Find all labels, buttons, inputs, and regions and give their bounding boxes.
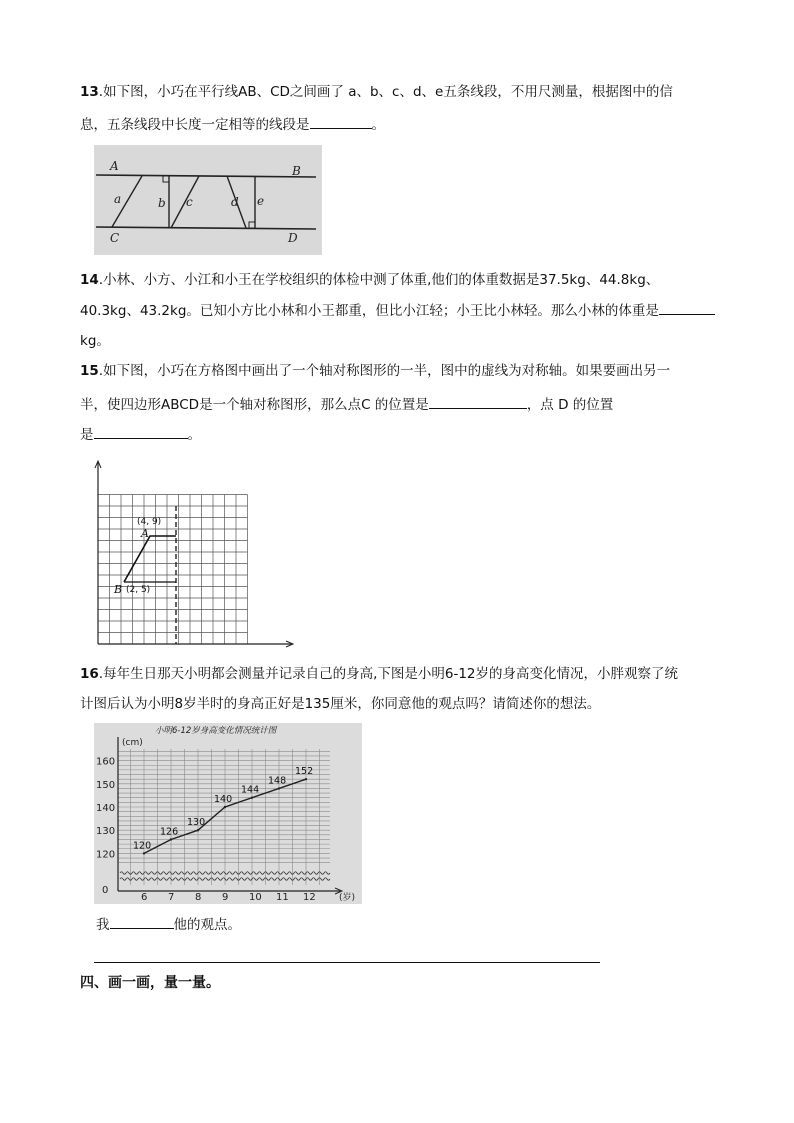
q14-number: 14 <box>80 272 99 288</box>
chart-ytick-label: 150 <box>96 779 116 791</box>
chart-point <box>170 838 172 840</box>
chart-ytick-label: 160 <box>96 756 116 768</box>
chart-xtick-label: 7 <box>168 892 175 903</box>
q16-answer-blank[interactable] <box>110 914 174 929</box>
chart-data-label: 120 <box>133 840 152 852</box>
chart-point <box>143 852 145 854</box>
chart-ytick-label: 130 <box>96 826 116 838</box>
label-A: A <box>110 159 119 173</box>
chart-ylabel: (cm) <box>122 738 143 748</box>
chart-ytick-label: 140 <box>96 803 116 814</box>
chart-data-label: 152 <box>295 766 314 778</box>
chart-point <box>197 829 199 831</box>
label-c: c <box>186 195 193 209</box>
label-a: a <box>114 192 122 206</box>
q14-answer-blank[interactable] <box>659 300 715 315</box>
q15-line1: 15.如下图，小巧在方格图中画出了一个轴对称图形的一半，图中的虚线为对称轴。如果要画出另一 <box>80 363 671 379</box>
chart-point <box>224 806 226 808</box>
label-D: D <box>288 231 298 245</box>
chart-xtick-label: 10 <box>249 892 262 903</box>
point-a-label: A <box>141 527 149 540</box>
q13-line2: 息，五条线段中长度一定相等的线段是 。 <box>80 114 385 135</box>
q14-line3: kg。 <box>80 333 110 349</box>
chart-point <box>251 797 253 799</box>
chart-point <box>305 778 307 780</box>
chart-xtick-label: 11 <box>276 892 289 903</box>
q16-number: 16 <box>80 666 99 682</box>
q15-grid-figure <box>88 458 308 650</box>
chart-point <box>278 787 280 789</box>
chart-xtick-label: 12 <box>303 892 316 903</box>
q15-line2: 半，使四边形ABCD是一个轴对称图形，那么点C 的位置是 ，点 D 的位置 <box>80 394 613 415</box>
point-b-label: B <box>114 583 123 596</box>
chart-ytick-label: 120 <box>96 849 116 861</box>
q14-line1: 14.小林、小方、小江和小王在学校组织的体检中测了体重,他们的体重数据是37.5kg、44.8kg、 <box>80 272 660 288</box>
q13-line1: 13.如下图，小巧在平行线AB、CD之间画了 a、b、c、d、e五条线段，不用尺测量，根据图中的信 <box>80 84 673 100</box>
chart-xlabel: (岁) <box>339 893 356 903</box>
chart-data-label: 140 <box>214 794 233 805</box>
point-a-coord: (4, 9) <box>137 517 162 527</box>
chart-data-label: 144 <box>241 784 260 796</box>
chart-title: 小明6-12岁身高变化情况统计图 <box>155 726 277 736</box>
q13-parallel-lines-figure <box>94 145 322 255</box>
section-4-title: 四、画一画，量一量。 <box>80 975 220 991</box>
q13-number: 13 <box>80 84 99 100</box>
label-b: b <box>158 196 166 210</box>
label-e: e <box>257 194 265 208</box>
chart-xtick-label: 6 <box>141 892 148 903</box>
label-C: C <box>110 231 120 245</box>
q16-answer-line: 我 他的观点。 <box>96 914 241 935</box>
chart-xtick-label: 8 <box>195 892 202 903</box>
q16-line1: 16.每年生日那天小明都会测量并记录自己的身高,下图是小明6-12岁的身高变化情况，小胖观察了统 <box>80 666 679 682</box>
q15-point-c-blank[interactable] <box>429 394 527 409</box>
q15-point-d-blank[interactable] <box>94 424 188 439</box>
q13-answer-blank[interactable] <box>310 114 372 129</box>
label-B: B <box>292 164 301 178</box>
chart-data-label: 130 <box>187 817 206 829</box>
label-d: d <box>231 195 239 209</box>
q16-reason-line[interactable] <box>94 962 600 963</box>
q16-line2: 计图后认为小明8岁半时的身高正好是135厘米，你同意他的观点吗？请简述你的想法。 <box>80 696 601 712</box>
chart-data-label: 148 <box>268 775 287 787</box>
q15-line3: 是 。 <box>80 424 201 445</box>
q15-number: 15 <box>80 363 99 379</box>
chart-xtick-label: 9 <box>222 892 229 903</box>
point-b-coord: (2, 5) <box>126 585 151 595</box>
q16-height-chart <box>94 723 362 904</box>
chart-origin: 0 <box>102 885 109 896</box>
q14-line2: 40.3kg、43.2kg。已知小方比小林和小王都重，但比小江轻；小王比小林轻。那么小林的体重是 <box>80 300 715 321</box>
chart-data-label: 126 <box>160 826 179 838</box>
